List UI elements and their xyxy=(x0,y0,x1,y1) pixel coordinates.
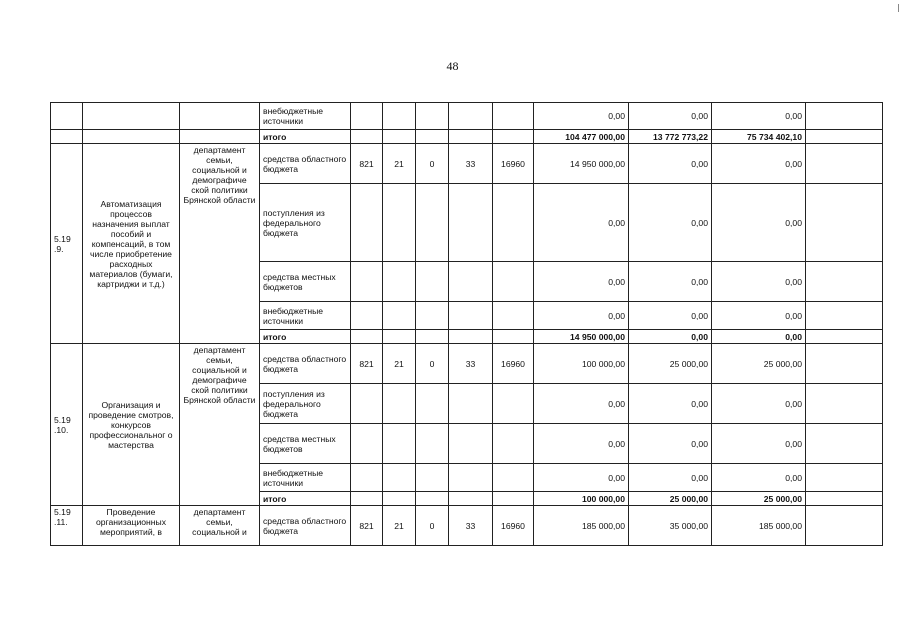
amount-year1: 0,00 xyxy=(534,302,629,330)
amount-year2: 25 000,00 xyxy=(629,344,712,384)
budget-code xyxy=(493,492,534,506)
budget-code xyxy=(416,492,449,506)
amount-year2: 0,00 xyxy=(629,103,712,130)
budget-code xyxy=(416,464,449,492)
budget-code: 821 xyxy=(351,144,383,184)
amount-year2: 0,00 xyxy=(629,302,712,330)
amount-year1: 0,00 xyxy=(534,384,629,424)
funding-source: средства местных бюджетов xyxy=(260,262,351,302)
page-number: 48 xyxy=(446,59,459,73)
budget-code xyxy=(351,464,383,492)
budget-code xyxy=(351,262,383,302)
funding-source: внебюджетные источники xyxy=(260,464,351,492)
budget-code xyxy=(351,492,383,506)
extra-cell xyxy=(806,302,883,330)
budget-code xyxy=(383,492,416,506)
code-cell xyxy=(493,103,534,130)
extra-cell xyxy=(806,184,883,262)
item-title-cell xyxy=(83,130,180,144)
amount-year3: 0,00 xyxy=(712,302,806,330)
amount-year3: 0,00 xyxy=(712,464,806,492)
funding-source: средства местных бюджетов xyxy=(260,424,351,464)
extra-cell xyxy=(806,130,883,144)
funding-source: внебюджетные источники xyxy=(260,302,351,330)
table-body xyxy=(51,103,883,546)
amount-year3: 25 000,00 xyxy=(712,492,806,506)
budget-code: 821 xyxy=(351,506,383,546)
budget-code xyxy=(493,184,534,262)
executor-cell xyxy=(180,130,260,144)
amount-year2: 0,00 xyxy=(629,464,712,492)
amount-year3: 0,00 xyxy=(712,330,806,344)
amount-year1: 185 000,00 xyxy=(534,506,629,546)
edge-mark xyxy=(898,4,899,12)
amount-year3: 0,00 xyxy=(712,184,806,262)
budget-code: 33 xyxy=(449,506,493,546)
item-number: 5.19 .11. xyxy=(51,506,83,546)
item-title-cell xyxy=(83,103,180,130)
extra-cell xyxy=(806,330,883,344)
item-number: 5.19 .9. xyxy=(51,144,83,344)
budget-code xyxy=(351,302,383,330)
amount-year1: 100 000,00 xyxy=(534,344,629,384)
funding-source: поступления из федерального бюджета xyxy=(260,384,351,424)
code-cell xyxy=(416,130,449,144)
item-title: Проведение организационных мероприятий, в xyxy=(83,506,180,546)
budget-code: 16960 xyxy=(493,506,534,546)
amount-year2: 0,00 xyxy=(629,144,712,184)
budget-code xyxy=(351,424,383,464)
budget-code xyxy=(493,330,534,344)
amount-year3: 0,00 xyxy=(712,262,806,302)
budget-code xyxy=(493,262,534,302)
budget-code xyxy=(449,330,493,344)
budget-code xyxy=(449,492,493,506)
extra-cell xyxy=(806,103,883,130)
budget-code xyxy=(351,384,383,424)
item-title: Организация и проведение смотров, конкурсов профессиональног о мастерства xyxy=(83,344,180,506)
budget-code xyxy=(449,464,493,492)
budget-code xyxy=(416,302,449,330)
amount-year1: 100 000,00 xyxy=(534,492,629,506)
budget-code xyxy=(351,184,383,262)
amount-year3: 185 000,00 xyxy=(712,506,806,546)
code-cell xyxy=(383,103,416,130)
amount-year1: 104 477 000,00 xyxy=(534,130,629,144)
code-cell xyxy=(449,103,493,130)
executor: департамент семьи, социальной и демографиче ской политики Брянской области xyxy=(180,344,260,506)
budget-code xyxy=(383,464,416,492)
amount-year1: 0,00 xyxy=(534,424,629,464)
table-row xyxy=(51,130,883,144)
amount-year2: 0,00 xyxy=(629,330,712,344)
budget-code xyxy=(416,424,449,464)
budget-code xyxy=(449,262,493,302)
budget-code: 21 xyxy=(383,506,416,546)
budget-code: 33 xyxy=(449,344,493,384)
budget-code xyxy=(351,330,383,344)
budget-code xyxy=(383,330,416,344)
budget-code: 21 xyxy=(383,344,416,384)
budget-table xyxy=(50,102,883,546)
amount-year1: 0,00 xyxy=(534,464,629,492)
amount-year3: 0,00 xyxy=(712,103,806,130)
budget-code xyxy=(449,384,493,424)
table-row xyxy=(51,103,883,130)
amount-year3: 25 000,00 xyxy=(712,344,806,384)
item-number-cell xyxy=(51,103,83,130)
budget-code: 0 xyxy=(416,144,449,184)
table-row xyxy=(51,506,883,546)
budget-code xyxy=(383,184,416,262)
amount-year2: 0,00 xyxy=(629,424,712,464)
extra-cell xyxy=(806,384,883,424)
amount-year1: 0,00 xyxy=(534,262,629,302)
amount-year1: 0,00 xyxy=(534,184,629,262)
amount-year1: 0,00 xyxy=(534,103,629,130)
extra-cell xyxy=(806,492,883,506)
amount-year1: 14 950 000,00 xyxy=(534,330,629,344)
amount-year2: 0,00 xyxy=(629,262,712,302)
extra-cell xyxy=(806,464,883,492)
amount-year2: 35 000,00 xyxy=(629,506,712,546)
amount-year1: 14 950 000,00 xyxy=(534,144,629,184)
funding-source: средства областного бюджета xyxy=(260,144,351,184)
amount-year3: 75 734 402,10 xyxy=(712,130,806,144)
code-cell xyxy=(493,130,534,144)
budget-code: 16960 xyxy=(493,344,534,384)
budget-code xyxy=(416,184,449,262)
code-cell xyxy=(351,103,383,130)
executor-cell xyxy=(180,103,260,130)
extra-cell xyxy=(806,144,883,184)
budget-code: 21 xyxy=(383,144,416,184)
executor: департамент семьи, социальной и xyxy=(180,506,260,546)
budget-code xyxy=(493,464,534,492)
budget-code xyxy=(383,262,416,302)
item-number-cell xyxy=(51,130,83,144)
budget-code xyxy=(493,384,534,424)
budget-code xyxy=(416,330,449,344)
budget-code xyxy=(383,302,416,330)
table-row xyxy=(51,144,883,184)
amount-year3: 0,00 xyxy=(712,424,806,464)
extra-cell xyxy=(806,262,883,302)
budget-code xyxy=(449,424,493,464)
budget-code: 0 xyxy=(416,344,449,384)
executor: департамент семьи, социальной и демографиче ской политики Брянской области xyxy=(180,144,260,344)
code-cell xyxy=(383,130,416,144)
budget-code: 16960 xyxy=(493,144,534,184)
budget-code: 33 xyxy=(449,144,493,184)
amount-year2: 13 772 773,22 xyxy=(629,130,712,144)
budget-code xyxy=(449,184,493,262)
item-title: Автоматизация процессов назначения выплат пособий и компенсаций, в том числе приобретение расходных материалов (бумаги, картриджи и т.д.) xyxy=(83,144,180,344)
table-row xyxy=(51,344,883,384)
code-cell xyxy=(416,103,449,130)
funding-source: внебюджетные источники xyxy=(260,103,351,130)
extra-cell xyxy=(806,424,883,464)
budget-code xyxy=(383,424,416,464)
code-cell xyxy=(449,130,493,144)
amount-year2: 0,00 xyxy=(629,184,712,262)
budget-code xyxy=(493,424,534,464)
amount-year3: 0,00 xyxy=(712,384,806,424)
funding-source: итого xyxy=(260,130,351,144)
funding-source: итого xyxy=(260,330,351,344)
budget-code xyxy=(493,302,534,330)
budget-code: 0 xyxy=(416,506,449,546)
amount-year3: 0,00 xyxy=(712,144,806,184)
extra-cell xyxy=(806,506,883,546)
extra-cell xyxy=(806,344,883,384)
budget-code xyxy=(416,262,449,302)
amount-year2: 25 000,00 xyxy=(629,492,712,506)
budget-code xyxy=(416,384,449,424)
funding-source: средства областного бюджета xyxy=(260,344,351,384)
funding-source: поступления из федерального бюджета xyxy=(260,184,351,262)
budget-code: 821 xyxy=(351,344,383,384)
budget-code xyxy=(383,384,416,424)
code-cell xyxy=(351,130,383,144)
item-number: 5.19 .10. xyxy=(51,344,83,506)
budget-code xyxy=(449,302,493,330)
funding-source: средства областного бюджета xyxy=(260,506,351,546)
amount-year2: 0,00 xyxy=(629,384,712,424)
funding-source: итого xyxy=(260,492,351,506)
